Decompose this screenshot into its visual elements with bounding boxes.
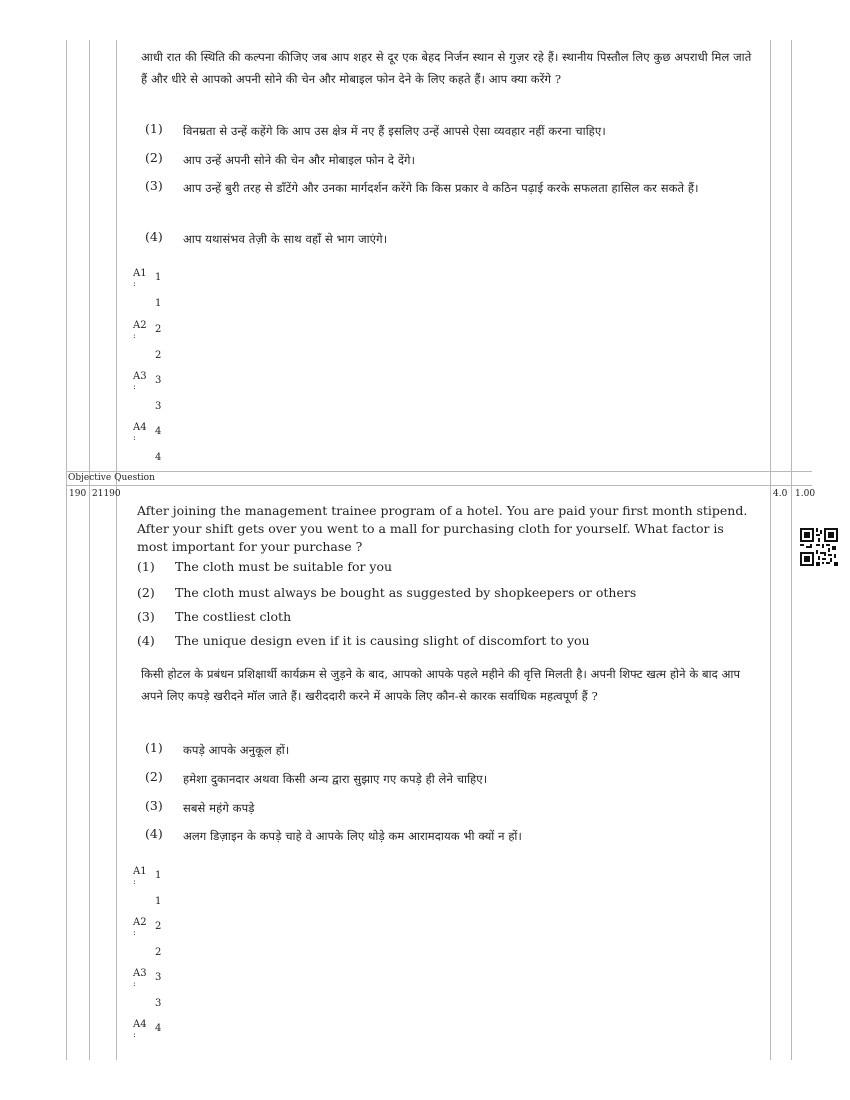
answer-colon: : <box>133 382 136 391</box>
answer-value: 2 <box>155 921 162 932</box>
answer-colon: : <box>133 331 136 340</box>
option-number: (1) <box>145 740 163 755</box>
table-border-left <box>66 40 67 1060</box>
answer-label: A3 <box>133 968 147 979</box>
answer-value: 2 <box>155 324 162 335</box>
option-number: (4) <box>137 633 155 648</box>
question-negative-marks: 1.00 <box>795 489 816 499</box>
row-divider-top <box>66 471 812 472</box>
answer-label: A4 <box>133 422 147 433</box>
answer-value: 1 <box>155 272 162 283</box>
answer-label: A1 <box>133 268 147 279</box>
option-number: (4) <box>145 826 163 841</box>
answer-value: 1 <box>155 298 162 309</box>
option-text: The cloth must always be bought as suggested by shopkeepers or others <box>175 585 637 600</box>
option-text: आप उन्हें अपनी सोने की चेन और मोबाइल फोन दे देंगे। <box>183 153 416 167</box>
answer-colon: : <box>133 279 136 288</box>
option-text: अलग डिज़ाइन के कपड़े चाहे वे आपके लिए थोड़े कम आरामदायक भी क्यों न हों। <box>183 829 522 843</box>
answer-value: 3 <box>155 375 162 386</box>
answer-label: A3 <box>133 371 147 382</box>
question-type-label: Objective Question <box>68 473 155 483</box>
option-number: (3) <box>137 609 155 624</box>
option-text: हमेशा दुकानदार अथवा किसी अन्य द्वारा सुझाए गए कपड़े ही लेने चाहिए। <box>183 772 488 786</box>
answer-value: 1 <box>155 896 162 907</box>
answer-value: 4 <box>155 452 162 463</box>
option-number: (3) <box>145 178 163 193</box>
answer-value: 3 <box>155 401 162 412</box>
option-number: (1) <box>137 559 155 574</box>
option-text: The costliest cloth <box>175 609 292 624</box>
row-divider-bottom <box>66 485 812 486</box>
answer-value: 3 <box>155 972 162 983</box>
q189-hindi-stem: आधी रात की स्थिति की कल्पना कीजिए जब आप शहर से दूर एक बेहद निर्जन स्थान से गुज़र रहे हैं। स्थानीय पिस्तौल लिए कुछ अपराधी मिल जाते हैं और धीरे से आपको अपनी सोने की चेन और मोबाइल फोन देने के लिए कहते हैं। आप क्या करेंगे ? <box>141 50 752 86</box>
answer-colon: : <box>133 877 136 886</box>
answer-colon: : <box>133 433 136 442</box>
table-border-marks <box>791 40 792 1060</box>
answer-value: 4 <box>155 1023 162 1034</box>
answer-label: A4 <box>133 1019 147 1030</box>
option-number: (4) <box>145 229 163 244</box>
option-text: आप उन्हें बुरी तरह से डाँटेंगे और उनका मार्गदर्शन करेंगे कि किस प्रकार वे कठिन पढ़ाई करके सफलता हासिल कर सकते हैं। <box>183 181 699 195</box>
answer-value: 2 <box>155 947 162 958</box>
table-border-serial <box>89 40 90 1060</box>
option-number: (3) <box>145 798 163 813</box>
option-text: The cloth must be suitable for you <box>175 559 393 574</box>
option-text: विनम्रता से उन्हें कहेंगे कि आप उस क्षेत्र में नए हैं इसलिए उन्हें आपसे ऐसा व्यवहार नहीं करना चाहिए। <box>183 124 606 138</box>
qr-code-icon <box>800 528 838 566</box>
question-marks: 4.0 <box>773 489 788 499</box>
answer-value: 4 <box>155 426 162 437</box>
answer-colon: : <box>133 928 136 937</box>
answer-colon: : <box>133 1030 136 1039</box>
option-text: आप यथासंभव तेज़ी के साथ वहाँ से भाग जाएंगे। <box>183 232 388 246</box>
option-number: (2) <box>145 769 163 784</box>
q190-hindi-stem: किसी होटल के प्रबंधन प्रशिक्षार्थी कार्यक्रम से जुड़ने के बाद, आपको आपके पहले महीने की वृत्ति मिलती है। अपनी शिफ्ट खत्म होने के बाद आप अपने लिए कपड़े खरीदने मॉल जाते हैं। खरीददारी करने में आपके लिए कौन-से कारक सर्वाधिक महत्वपूर्ण हैं ? <box>141 667 741 703</box>
answer-colon: : <box>133 979 136 988</box>
answer-label: A2 <box>133 917 147 928</box>
question-id: 21190 <box>92 489 121 499</box>
option-number: (2) <box>145 150 163 165</box>
answer-value: 2 <box>155 350 162 361</box>
option-text: सबसे महंगे कपड़े <box>183 801 255 815</box>
answer-label: A1 <box>133 866 147 877</box>
option-number: (1) <box>145 121 163 136</box>
option-text: The unique design even if it is causing slight of discomfort to you <box>175 633 590 648</box>
table-border-qid <box>116 40 117 1060</box>
question-serial: 190 <box>69 489 87 499</box>
answer-value: 1 <box>155 870 162 881</box>
answer-value: 3 <box>155 998 162 1009</box>
option-number: (2) <box>137 585 155 600</box>
answer-label: A2 <box>133 320 147 331</box>
q190-english-stem: After joining the management trainee program of a hotel. You are paid your first month stipend. After your shift gets over you went to a mall for purchasing cloth for yourself. What factor is most important for your purchase ? <box>137 503 748 554</box>
option-text: कपड़े आपके अनुकूल हों। <box>183 743 290 757</box>
